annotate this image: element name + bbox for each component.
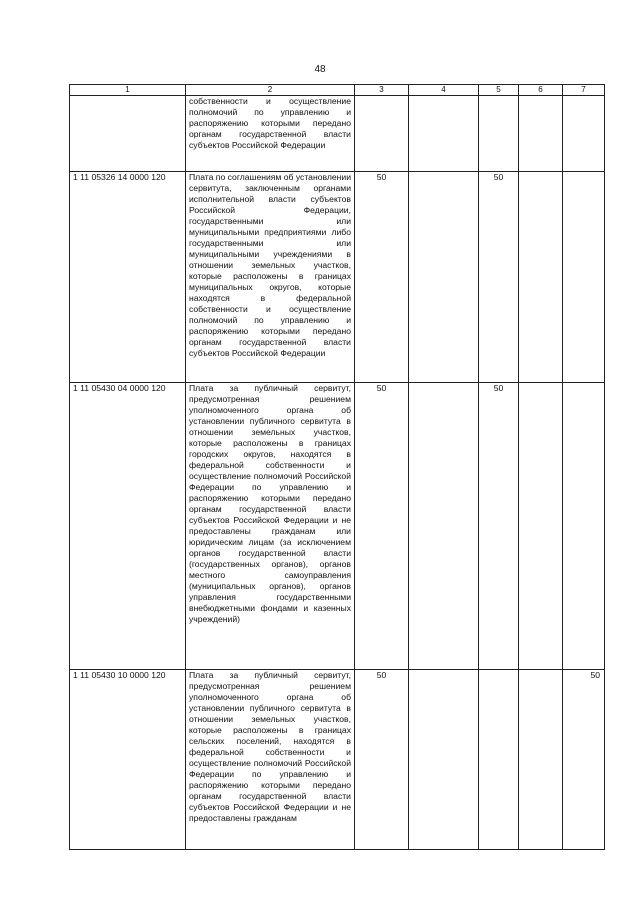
column-3-value: 50 <box>355 172 409 383</box>
revenue-code-cell: 1 11 05430 10 0000 120 <box>70 670 186 850</box>
column-4-value <box>409 172 479 383</box>
revenue-description-cell: Плата за публичный сервитут, предусмотренная решением уполномоченного органа об установлении публичного сервитута в отношении земельных участков, которые расположены в границах сельских поселений, находятся в федеральной собственности и осуществление полномочий Российской Федерации по управлению и распоряжению которыми передано органам государственной власти субъектов Российской Федерации и не предоставлены гражданам <box>186 670 355 850</box>
column-header-6: 6 <box>519 85 563 96</box>
column-6-value <box>519 670 563 850</box>
revenue-code-cell <box>70 96 186 172</box>
column-header-3: 3 <box>355 85 409 96</box>
revenue-description-cell: Плата за публичный сервитут, предусмотренная решением уполномоченного органа об установлении публичного сервитута в отношении земельных участков, которые расположены в границах городских округов, находятся в федеральной собственности и осуществление полномочий Российской Федерации по управлению и распоряжению которыми передано органам государственной власти субъектов Российской Федерации и не предоставлены гражданам или юридическим лицам (за исключением органов государственной власти (государственных органов), органов местного самоуправления (муниципальных органов), органов управления государственными внебюджетными фондами и казенных учреждений) <box>186 383 355 670</box>
column-header-7: 7 <box>563 85 605 96</box>
revenue-description-cell: Плата по соглашениям об установлении сервитута, заключенным органами исполнительной власти субъектов Российской Федерации, государственными или муниципальными предприятиями либо государственными или муниципальными учреждениями в отношении земельных участков, которые расположены в границах муниципальных округов, которые находятся в федеральной собственности и осуществление полномочий по управлению и распоряжению которыми передано органам государственной власти субъектов Российской Федерации <box>186 172 355 383</box>
column-6-value <box>519 96 563 172</box>
table-row <box>70 96 605 172</box>
revenue-code-cell: 1 11 05430 04 0000 120 <box>70 383 186 670</box>
column-6-value <box>519 172 563 383</box>
table-row <box>70 172 605 383</box>
column-5-value: 50 <box>479 383 519 670</box>
page-number: 48 <box>314 64 326 75</box>
column-4-value <box>409 96 479 172</box>
revenue-description-cell: собственности и осуществление полномочий по управлению и распоряжению которыми передано органам государственной власти субъектов Российской Федерации <box>186 96 355 172</box>
column-3-value <box>355 96 409 172</box>
column-7-value <box>563 172 605 383</box>
column-4-value <box>409 383 479 670</box>
column-header-5: 5 <box>479 85 519 96</box>
column-5-value <box>479 670 519 850</box>
budget-revenue-table <box>69 84 605 850</box>
table-row <box>70 670 605 850</box>
column-3-value: 50 <box>355 670 409 850</box>
column-7-value: 50 <box>563 670 605 850</box>
table-header-row <box>70 85 605 96</box>
column-3-value: 50 <box>355 383 409 670</box>
column-header-4: 4 <box>409 85 479 96</box>
column-5-value <box>479 96 519 172</box>
table-row <box>70 383 605 670</box>
column-header-2: 2 <box>186 85 355 96</box>
column-6-value <box>519 383 563 670</box>
revenue-code-cell: 1 11 05326 14 0000 120 <box>70 172 186 383</box>
column-7-value <box>563 96 605 172</box>
column-4-value <box>409 670 479 850</box>
column-7-value <box>563 383 605 670</box>
column-5-value: 50 <box>479 172 519 383</box>
column-header-1: 1 <box>70 85 186 96</box>
